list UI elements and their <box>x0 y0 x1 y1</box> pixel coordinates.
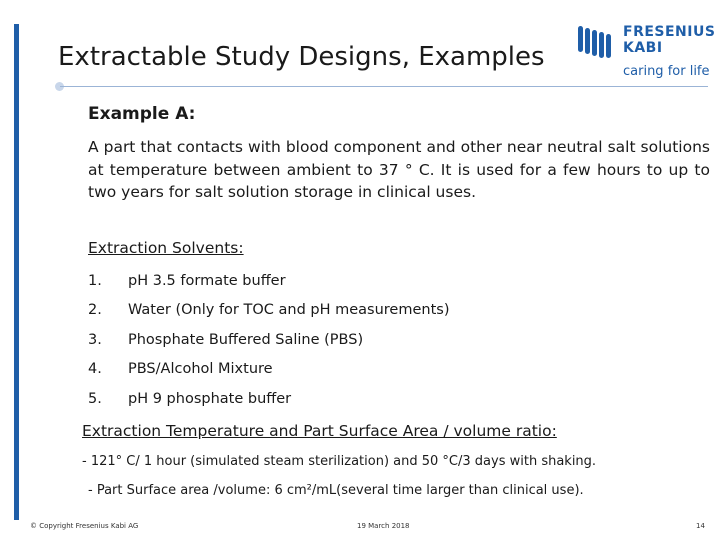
list-item-number: 5. <box>88 390 102 407</box>
list-item-number: 4. <box>88 361 102 378</box>
list-item-label: Phosphate Buffered Saline (PBS) <box>128 331 364 348</box>
footer-page-number: 14 <box>696 522 705 530</box>
list-item-number: 2. <box>88 302 102 319</box>
list-item-number: 3. <box>88 331 102 348</box>
list-item <box>88 266 710 296</box>
temperature-note: - 121° C/ 1 hour (simulated steam sterilization) and 50 °C/3 days with shaking. <box>82 454 597 469</box>
list-item-label: pH 3.5 formate buffer <box>128 272 286 289</box>
list-item-label: pH 9 phosphate buffer <box>128 390 292 407</box>
footer-copyright: © Copyright Fresenius Kabi AG <box>30 522 139 530</box>
title-divider <box>60 86 708 87</box>
temperature-heading: Extraction Temperature and Part Surface Area / volume ratio: <box>82 422 557 440</box>
logo-tagline: caring for life <box>623 64 710 79</box>
example-description: A part that contacts with blood component and other near neutral salt solutions at temperature between ambient to 37 ° C. It is used for a few hours to up to two years for salt solution storage in clinical uses. <box>88 138 710 201</box>
solvent-list <box>88 266 710 414</box>
list-item <box>88 355 710 385</box>
list-item <box>88 296 710 326</box>
list-item-label: PBS/Alcohol Mixture <box>128 361 273 378</box>
fresenius-logo-icon <box>575 22 615 62</box>
surface-area-note: - Part Surface area /volume: 6 cm²/mL(several time larger than clinical use). <box>88 483 584 498</box>
example-heading: Example A: <box>88 104 196 124</box>
fresenius-kabi-logo <box>575 22 715 82</box>
list-item-label: Water (Only for TOC and pH measurements) <box>128 302 450 319</box>
list-item <box>88 384 710 414</box>
list-item-number: 1. <box>88 272 102 289</box>
left-accent-bar <box>14 24 19 520</box>
solvents-heading: Extraction Solvents: <box>88 239 244 257</box>
logo-brand-text: FRESENIUS KABI <box>623 24 716 56</box>
footer-date: 19 March 2018 <box>357 522 410 530</box>
list-item <box>88 325 710 355</box>
slide-title: Extractable Study Designs, Examples <box>58 42 545 72</box>
